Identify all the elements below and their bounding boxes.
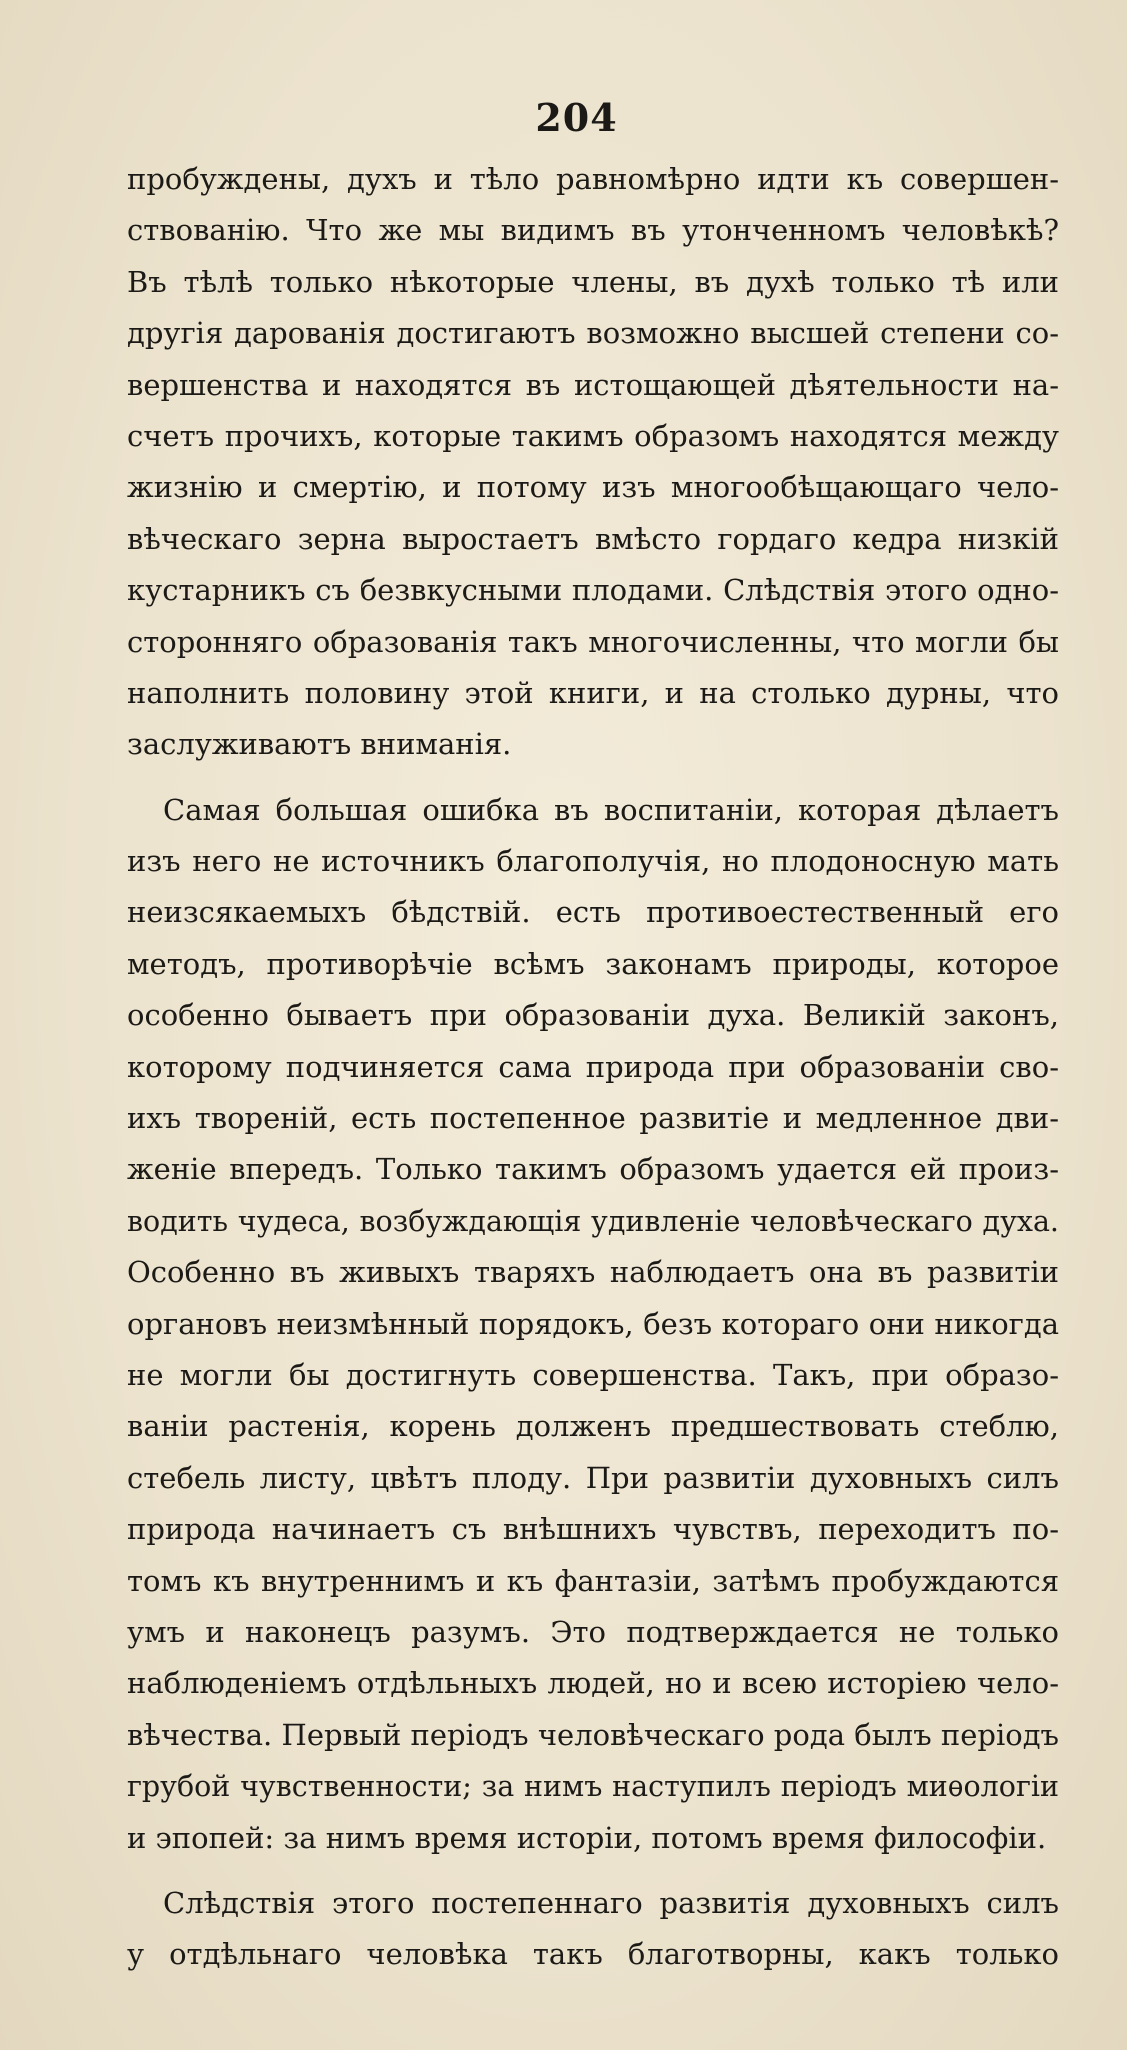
text-line: ихъ твореній, есть постепенное развитіе и медленное дви- <box>127 1101 1059 1136</box>
body-text <box>127 154 1059 1981</box>
text-line: Въ тѣлѣ только нѣкоторые члены, въ духѣ только тѣ или <box>127 264 1059 299</box>
text-line: Самая большая ошибка въ воспитаніи, которая дѣлаетъ <box>163 792 1059 827</box>
text-line: Особенно въ живыхъ тваряхъ наблюдаетъ она въ развитіи <box>127 1255 1059 1290</box>
text-line: грубой чувственности; за нимъ наступилъ періодъ миѳологіи <box>127 1770 1059 1804</box>
text-line: которому подчиняется сама природа при образованіи сво- <box>127 1049 1059 1084</box>
text-line: жизнію и смертію, и потому изъ многообѣщающаго чело- <box>127 470 1059 505</box>
text-line: женіе впередъ. Только такимъ образомъ удается ей произ- <box>127 1152 1059 1187</box>
text-line: умъ и наконецъ разумъ. Это подтверждается не только <box>127 1614 1059 1649</box>
text-line: ствованію. Что же мы видимъ въ утонченномъ человѣкѣ? <box>127 213 1059 248</box>
text-line: органовъ неизмѣнный порядокъ, безъ котораго они никогда <box>127 1306 1059 1341</box>
page-number: 204 <box>535 95 618 140</box>
text-line: наполнить половину этой книги, и на столько дурны, что <box>127 675 1059 710</box>
text-line: вѣческаго зерна выростаетъ вмѣсто гордаго кедра низкій <box>127 521 1059 556</box>
text-line: особенно бываетъ при образованіи духа. Великій законъ, <box>127 998 1059 1033</box>
text-line: томъ къ внутреннимъ и къ фантазіи, затѣмъ пробуждаются <box>127 1563 1059 1598</box>
text-line: методъ, противорѣчіе всѣмъ законамъ природы, которое <box>127 946 1059 981</box>
text-line: пробуждены, духъ и тѣло равномѣрно идти къ совершен- <box>127 162 1059 196</box>
text-line: заслуживаютъ вниманія. <box>127 727 512 762</box>
text-line: сторонняго образованія такъ многочисленны, что могли бы <box>127 624 1059 659</box>
text-line: природа начинаетъ съ внѣшнихъ чувствъ, переходитъ по- <box>127 1512 1059 1547</box>
text-line: Слѣдствія этого постепеннаго развитія духовныхъ силъ <box>163 1885 1059 1920</box>
text-line: не могли бы достигнуть совершенства. Такъ, при образо- <box>127 1357 1059 1392</box>
paragraph-gap <box>127 771 1059 785</box>
text-line: и эпопей: за нимъ время исторіи, потомъ время философіи. <box>127 1820 1047 1855</box>
text-line: другія дарованія достигаютъ возможно высшей степени со- <box>127 316 1059 351</box>
text-line: у отдѣльнаго человѣка такъ благотворны, какъ только <box>127 1937 1059 1972</box>
text-line: кустарникъ съ безвкусными плодами. Слѣдствія этого одно- <box>127 573 1059 608</box>
text-line: водить чудеса, возбуждающія удивленіе человѣческаго духа. <box>127 1204 1059 1238</box>
paragraph-gap <box>127 1864 1059 1878</box>
text-line: счетъ прочихъ, которые такимъ образомъ находятся между <box>127 418 1059 453</box>
text-line: стебель листу, цвѣтъ плоду. При развитіи духовныхъ силъ <box>127 1460 1059 1495</box>
text-line: вѣчества. Первый періодъ человѣческаго рода былъ періодъ <box>127 1717 1059 1752</box>
paragraph-2 <box>127 785 1059 1864</box>
text-line: наблюденіемъ отдѣльныхъ людей, но и всею исторіею чело- <box>127 1666 1059 1701</box>
text-line: неизсякаемыхъ бѣдствій. есть противоестественный его <box>127 895 1059 930</box>
text-line: изъ него не источникъ благополучія, но плодоносную мать <box>127 844 1059 879</box>
paragraph-3 <box>127 1878 1059 1981</box>
paragraph-1 <box>127 154 1059 771</box>
text-line: ваніи растенія, корень долженъ предшествовать стеблю, <box>127 1409 1059 1444</box>
text-line: вершенства и находятся въ истощающей дѣятельности на- <box>127 367 1059 402</box>
